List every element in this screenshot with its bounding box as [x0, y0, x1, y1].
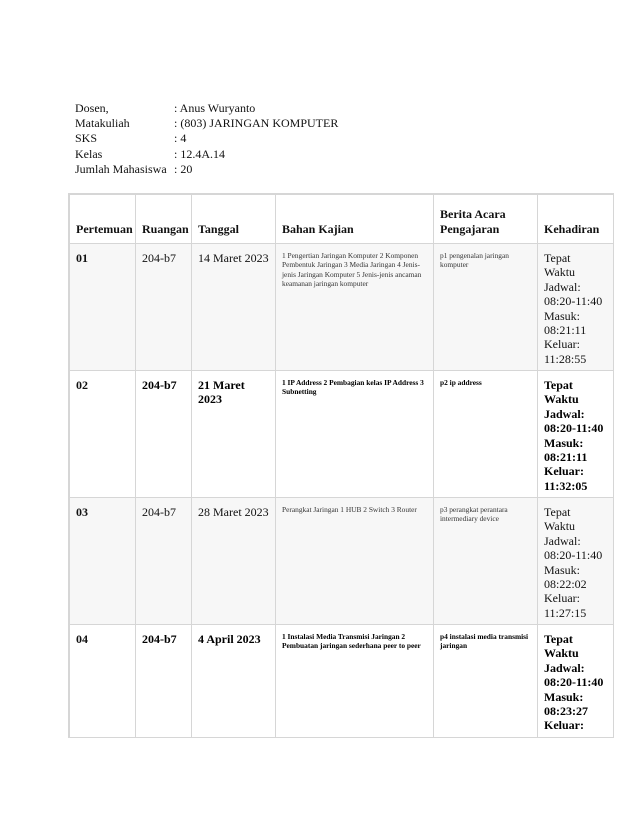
column-header-bahan-kajian: Bahan Kajian [276, 195, 434, 244]
kehadiran-line: Masuk: [544, 689, 584, 704]
cell-tanggal: 28 Maret 2023 [192, 498, 276, 625]
cell-bahan-kajian: 1 Pengertian Jaringan Komputer 2 Komponen Pembentuk Jaringan 3 Media Jaringan 4 Jenis-jenis Jaringan Komputer 5 Jenis-jenis ancaman keamanan jaringan komputer [276, 244, 434, 371]
kehadiran-line: Keluar: [544, 337, 580, 352]
kehadiran-line: 08:21:11 [544, 323, 587, 338]
table-row [70, 498, 614, 625]
info-row-sks [75, 131, 338, 146]
kehadiran-line: Waktu [544, 646, 579, 661]
cell-berita-acara: p1 pengenalan jaringan komputer [434, 244, 538, 371]
kehadiran-line: 08:20-11:40 [544, 421, 604, 436]
info-label: Matakuliah [75, 116, 130, 131]
cell-ruangan: 204-b7 [136, 244, 192, 371]
column-header-berita-acara: Berita Acara Pengajaran [434, 195, 538, 244]
cell-kehadiran [538, 244, 614, 371]
kehadiran-line: Masuk: [544, 308, 580, 323]
kehadiran-line: Waktu [544, 265, 576, 280]
cell-ruangan: 204-b7 [136, 625, 192, 739]
table-row [70, 244, 614, 371]
info-label: Jumlah Mahasiswa [75, 161, 167, 176]
info-row-kelas [75, 147, 338, 162]
course-info [75, 101, 338, 177]
table-header-row [70, 195, 614, 244]
cell-bahan-kajian: 1 IP Address 2 Pembagian kelas IP Address 3 Subnetting [276, 371, 434, 498]
cell-tanggal: 14 Maret 2023 [192, 244, 276, 371]
info-label: SKS [75, 131, 98, 146]
kehadiran-line: Jadwal: [544, 533, 581, 548]
kehadiran-line: Waktu [544, 392, 579, 407]
kehadiran-line: 11:28:55 [544, 351, 587, 366]
cell-tanggal: 21 Maret 2023 [192, 371, 276, 498]
kehadiran-line: 08:22:02 [544, 577, 587, 592]
cell-pertemuan: 04 [70, 625, 136, 739]
info-value: : 4 [174, 131, 187, 146]
kehadiran-line: 11:32:05 [544, 478, 588, 493]
kehadiran-line: Keluar: [544, 591, 580, 606]
cell-kehadiran [538, 371, 614, 498]
info-label: Dosen, [75, 101, 109, 115]
kehadiran-line: 11:27:15 [544, 605, 587, 620]
info-row-jumlah-mahasiswa [75, 162, 338, 177]
cell-kehadiran [538, 498, 614, 625]
kehadiran-line: Tepat [544, 632, 573, 646]
info-label: Kelas [75, 146, 103, 161]
kehadiran-line: Tepat [544, 378, 573, 392]
cell-berita-acara: p3 perangkat perantara intermediary device [434, 498, 538, 625]
kehadiran-line: Masuk: [544, 562, 580, 577]
cell-bahan-kajian: Perangkat Jaringan 1 HUB 2 Switch 3 Router [276, 498, 434, 625]
kehadiran-line: Tepat [544, 505, 571, 519]
kehadiran-line: 08:23:27 [544, 704, 588, 719]
cell-pertemuan: 02 [70, 371, 136, 498]
column-header-ruangan: Ruangan [136, 195, 192, 244]
cell-ruangan: 204-b7 [136, 498, 192, 625]
kehadiran-line: Jadwal: [544, 406, 585, 421]
kehadiran-line: Masuk: [544, 435, 584, 450]
kehadiran-line: 08:21:11 [544, 450, 588, 465]
table-row [70, 625, 614, 739]
kehadiran-line: Jadwal: [544, 660, 585, 675]
info-value: : 20 [174, 161, 193, 176]
kehadiran-line: Waktu [544, 519, 576, 534]
cell-berita-acara: p4 instalasi media transmisi jaringan [434, 625, 538, 739]
kehadiran-line: Keluar: [544, 718, 584, 733]
cell-berita-acara: p2 ip address [434, 371, 538, 498]
info-row-matakuliah [75, 116, 338, 131]
cell-tanggal: 4 April 2023 [192, 625, 276, 739]
attendance-table [69, 194, 614, 738]
cell-bahan-kajian: 1 Instalasi Media Transmisi Jaringan 2 Pembuatan jaringan sederhana peer to peer [276, 625, 434, 739]
kehadiran-line: 08:20-11:40 [544, 294, 603, 309]
info-value: : Anus Wuryanto [174, 101, 256, 115]
kehadiran-line: 08:20-11:40 [544, 548, 603, 563]
cell-ruangan: 204-b7 [136, 371, 192, 498]
column-header-pertemuan: Pertemuan [70, 195, 136, 244]
info-value: : 12.4A.14 [174, 146, 225, 161]
table-row [70, 371, 614, 498]
column-header-kehadiran: Kehadiran [538, 195, 614, 244]
column-header-tanggal: Tanggal [192, 195, 276, 244]
cell-kehadiran [538, 625, 614, 739]
info-value: : (803) JARINGAN KOMPUTER [174, 116, 339, 131]
cell-pertemuan: 03 [70, 498, 136, 625]
cell-pertemuan: 01 [70, 244, 136, 371]
kehadiran-line: Tepat [544, 251, 571, 265]
info-row-dosen [75, 101, 338, 116]
attendance-table-container [68, 193, 614, 738]
kehadiran-line: Jadwal: [544, 279, 581, 294]
kehadiran-line: 08:20-11:40 [544, 675, 604, 690]
kehadiran-line: Keluar: [544, 464, 584, 479]
